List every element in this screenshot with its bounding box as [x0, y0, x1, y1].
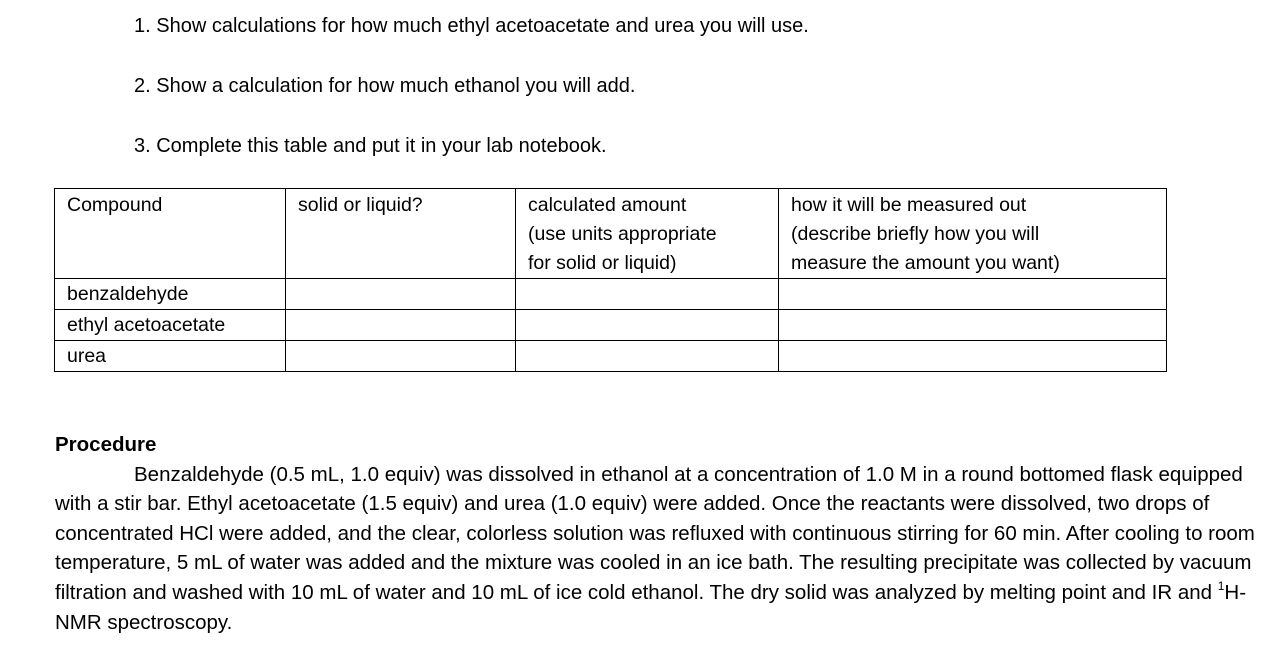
cell-measured-out[interactable] [779, 310, 1167, 341]
cell-solid-or-liquid[interactable] [286, 341, 516, 372]
cell-calculated-amount[interactable] [516, 279, 779, 310]
header-measured-out-line-2: (describe briefly how you will [791, 223, 1040, 245]
header-measured-out [779, 189, 1167, 279]
cell-compound: urea [55, 341, 286, 372]
table-row [55, 279, 1167, 310]
table-header-row [55, 189, 1167, 279]
header-calculated-amount-line-3: for solid or liquid) [528, 252, 677, 274]
header-measured-out-line-1: how it will be measured out [791, 194, 1027, 216]
table-row [55, 341, 1167, 372]
procedure-text-end: H-NMR spectroscopy. [55, 580, 1247, 634]
cell-calculated-amount[interactable] [516, 341, 779, 372]
cell-measured-out[interactable] [779, 279, 1167, 310]
procedure-heading: Procedure [55, 433, 157, 456]
cell-measured-out[interactable] [779, 341, 1167, 372]
header-solid-or-liquid [286, 189, 516, 279]
table-row [55, 310, 1167, 341]
header-measured-out-line-3: measure the amount you want) [791, 252, 1060, 274]
question-1: 1. Show calculations for how much ethyl acetoacetate and urea you will use. [134, 15, 809, 37]
header-compound [55, 189, 286, 279]
header-calculated-amount [516, 189, 779, 279]
nmr-superscript: 1 [1217, 578, 1225, 593]
header-calculated-amount-line-1: calculated amount [528, 194, 687, 216]
cell-compound: ethyl acetoacetate [55, 310, 286, 341]
procedure-text [55, 460, 1255, 638]
procedure-section [55, 430, 1255, 637]
cell-calculated-amount[interactable] [516, 310, 779, 341]
cell-solid-or-liquid[interactable] [286, 310, 516, 341]
question-2: 2. Show a calculation for how much ethanol you will add. [134, 75, 636, 97]
cell-solid-or-liquid[interactable] [286, 279, 516, 310]
procedure-text-main: Benzaldehyde (0.5 mL, 1.0 equiv) was dissolved in ethanol at a concentration of 1.0 M in a round bottomed flask equipped with a stir bar. Ethyl acetoacetate (1.5 equiv) and urea (1.0 equiv) were added. Once the reactants were dissolved, two drops of concentrated HCl were added, and the clear, colorless solution was refluxed with continuous stirring for 60 min. After cooling to room temperature, 5 mL of water was added and the mixture was cooled in an ice bath. The resulting precipitate was collected by vacuum filtration and washed with 10 mL of water and 10 mL of ice cold ethanol. The dry solid was analyzed by melting point and IR and [55, 462, 1255, 604]
header-compound-label: Compound [67, 194, 163, 216]
question-3: 3. Complete this table and put it in your lab notebook. [134, 135, 607, 157]
reagent-table [54, 188, 1167, 372]
header-solid-or-liquid-label: solid or liquid? [298, 194, 423, 216]
cell-compound: benzaldehyde [55, 279, 286, 310]
header-calculated-amount-line-2: (use units appropriate [528, 223, 717, 245]
